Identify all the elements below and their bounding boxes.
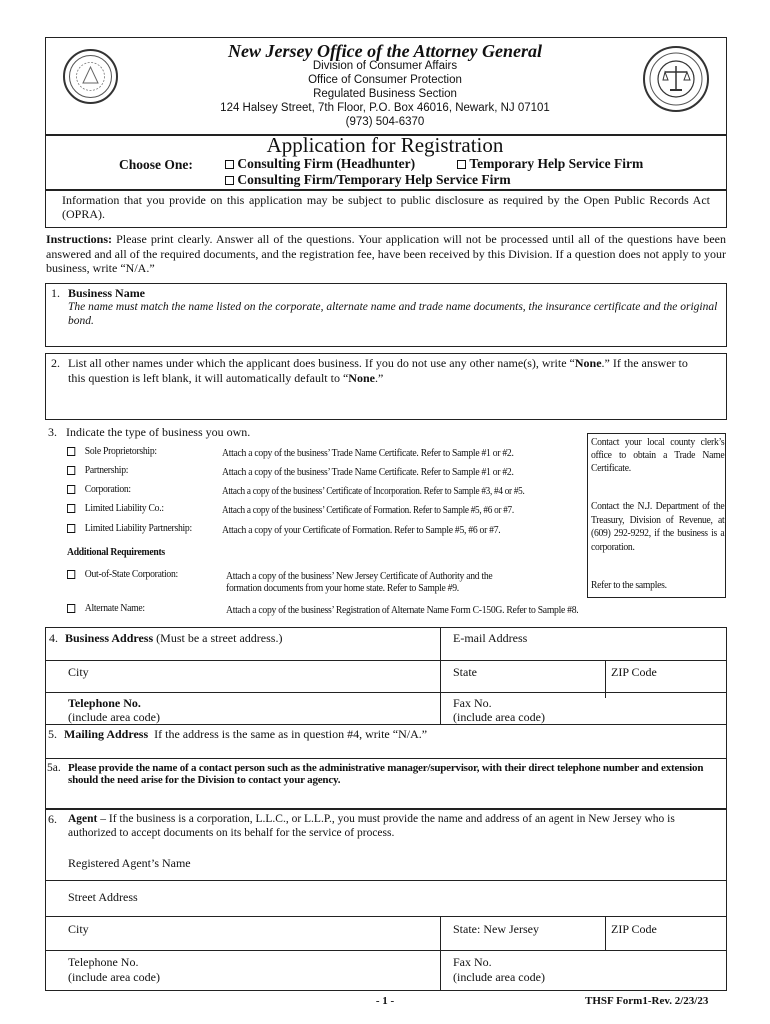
type-name: Sole Proprietorship: (84, 446, 157, 457)
type-note: formation documents from your home state. Refer to Sample #9. (226, 583, 459, 594)
agent-telephone-field[interactable]: Telephone No. (68, 955, 139, 969)
type-name: Alternate Name: (84, 603, 145, 614)
row-divider (45, 758, 727, 759)
checkbox[interactable] (67, 604, 75, 613)
form-title: Application for Registration (266, 133, 504, 157)
q2-text (68, 356, 708, 385)
business-address-label: Business Address (65, 631, 154, 645)
row-divider (45, 692, 727, 693)
instructions-label: Instructions: (46, 232, 113, 246)
type-note: Attach a copy of the business’ Trade Name Certificate. Refer to Sample #1 or #2. (222, 467, 514, 478)
agent-state-field[interactable]: State: New Jersey (453, 922, 539, 936)
business-address-note: (Must be a street address.) (156, 631, 283, 645)
row-divider (45, 880, 727, 881)
checkbox[interactable] (67, 570, 75, 579)
opra-notice: Information that you provide on this application may be subject to public disclosure as required by the Open Public Records Act (OPRA). (62, 193, 710, 221)
type-note: Attach a copy of the business’ Certificate of Formation. Refer to Sample #5, #6 or #7. (222, 505, 514, 516)
col-divider (440, 916, 441, 991)
instructions-text: Please print clearly. Answer all of the questions. Your application will not be processed until all of the questions have been answered and all of the required documents, and the registration fee, have been received by this Division. If a question does not apply to your business, write “N/A.” (46, 232, 727, 275)
page-number: - 1 - (375, 995, 395, 1007)
row-divider (45, 660, 727, 661)
type-note: Attach a copy of the business’ Registration of Alternate Name Form C-150G. Refer to Sample #8. (226, 605, 579, 616)
q6-number: 6. (48, 812, 57, 826)
q5-mailing-address[interactable] (48, 727, 427, 742)
agent-instructions: – If the business is a corporation, L.L.C., or L.L.P., you must provide the name and address of an agent in New Jersey who is authorized to accept documents on its behalf for the service of process. (68, 813, 675, 839)
q2-none: None (348, 370, 375, 385)
office-line: Office of Consumer Protection (308, 74, 462, 86)
state-field[interactable]: State (453, 665, 477, 679)
agent-label: Agent (68, 813, 98, 825)
type-note: Attach a copy of your Certificate of Formation. Refer to Sample #5, #6 or #7. (222, 525, 501, 536)
type-note: Attach a copy of the business’ Trade Name Certificate. Refer to Sample #1 or #2. (222, 448, 514, 459)
type-name: Limited Liability Co.: (84, 503, 164, 514)
q2-text-c: .” (374, 370, 384, 385)
col-divider (440, 627, 441, 724)
mailing-address-note: If the address is the same as in question #4, write “N/A.” (154, 727, 428, 741)
q5-number: 5. (48, 727, 57, 741)
agency-address: 124 Halsey Street, 7th Floor, P.O. Box 46016, Newark, NJ 07101 (220, 102, 550, 114)
zip-field[interactable]: ZIP Code (611, 665, 657, 679)
col-divider (605, 660, 606, 698)
city-field[interactable]: City (68, 665, 89, 679)
business-type-row[interactable] (67, 523, 192, 534)
section-line: Regulated Business Section (313, 88, 457, 100)
registered-agent-name-field[interactable]: Registered Agent’s Name (68, 856, 191, 870)
side-note-county-clerk: Contact your local county clerk’s office to obtain a Trade Name Certificate. (591, 437, 725, 474)
q1-label: Business Name (68, 286, 146, 300)
checkbox[interactable] (225, 160, 234, 169)
q2-text-a: List all other names under which the applicant does business. If you do not use any other name(s), write “ (68, 356, 575, 370)
instructions (46, 232, 726, 276)
q4-number: 4. (49, 631, 58, 645)
business-type-row[interactable] (67, 603, 145, 614)
q2-text-b: .” If the answer to this question is left blank, it will automatically default to “ (68, 356, 688, 385)
option-label: Consulting Firm (Headhunter) (237, 156, 416, 171)
q5a-contact-person[interactable]: Please provide the name of a contact person such as the administrative manager/supervisor, with their direct telephone number and extension should the need arise for the Division to contact your agency. (68, 762, 704, 786)
checkbox[interactable] (67, 485, 75, 494)
agent-fax-field[interactable]: Fax No. (453, 955, 492, 969)
q2-none: None (574, 356, 602, 370)
checkbox[interactable] (67, 466, 75, 475)
agency-title: New Jersey Office of the Attorney General (228, 41, 542, 61)
business-type-row[interactable] (67, 503, 164, 514)
type-name: Out-of-State Corporation: (84, 569, 178, 580)
row-divider (45, 950, 727, 951)
type-name: Partnership: (84, 465, 129, 476)
fax-note: (include area code) (453, 710, 545, 724)
q3-number: 3. (48, 425, 57, 439)
agent-city-field[interactable]: City (68, 922, 89, 936)
additional-requirements: Additional Requirements (67, 547, 165, 558)
type-note: Attach a copy of the business’ New Jersey Certificate of Authority and the (226, 571, 493, 582)
option-label: Consulting Firm/Temporary Help Service Firm (237, 172, 511, 187)
q4-label[interactable] (49, 631, 282, 646)
checkbox[interactable] (67, 504, 75, 513)
q1-number: 1. (51, 286, 60, 300)
q6-agent-text (68, 812, 718, 840)
business-type-row[interactable] (67, 484, 131, 495)
q3-label: Indicate the type of business you own. (66, 425, 251, 439)
q2-number: 2. (51, 356, 60, 370)
col-divider (605, 916, 606, 950)
type-name: Corporation: (84, 484, 131, 495)
type-name: Limited Liability Partnership: (84, 523, 192, 534)
choose-one-label: Choose One: (119, 157, 193, 172)
side-note-samples: Refer to the samples. (591, 580, 667, 591)
street-address-field[interactable]: Street Address (68, 890, 138, 904)
side-note-treasury: Contact the N.J. Department of the Treasury, Division of Revenue, at (609) 292-9292, if the business is a corporation. (591, 501, 725, 553)
agent-telephone-note: (include area code) (68, 970, 160, 984)
checkbox[interactable] (457, 160, 466, 169)
telephone-field[interactable]: Telephone No. (68, 696, 141, 710)
option-temp-help[interactable] (457, 156, 643, 172)
division-line: Division of Consumer Affairs (312, 60, 458, 72)
q1-note: The name must match the name listed on the corporate, alternate name and trade name documents, the insurance certificate and the original bond. (68, 301, 718, 327)
checkbox[interactable] (225, 176, 234, 185)
mailing-address-label: Mailing Address (64, 727, 149, 741)
fax-field[interactable]: Fax No. (453, 696, 492, 710)
agent-zip-field[interactable]: ZIP Code (611, 922, 657, 936)
agency-phone: (973) 504-6370 (345, 116, 425, 128)
option-consulting-firm[interactable] (225, 156, 415, 172)
option-label: Temporary Help Service Firm (469, 156, 644, 171)
form-id: THSF Form1-Rev. 2/23/23 (585, 995, 709, 1007)
business-type-row[interactable] (67, 569, 178, 580)
option-both[interactable] (225, 172, 511, 188)
email-field[interactable]: E-mail Address (453, 631, 528, 645)
checkbox[interactable] (67, 524, 75, 533)
business-type-row[interactable] (67, 446, 157, 457)
q5a-number: 5a. (47, 762, 61, 774)
checkbox[interactable] (67, 447, 75, 456)
telephone-note: (include area code) (68, 710, 160, 724)
row-divider (45, 916, 727, 917)
type-note: Attach a copy of the business’ Certificate of Incorporation. Refer to Sample #3, #4 or #5. (222, 486, 525, 497)
agent-fax-note: (include area code) (453, 970, 545, 984)
business-type-row[interactable] (67, 465, 128, 476)
